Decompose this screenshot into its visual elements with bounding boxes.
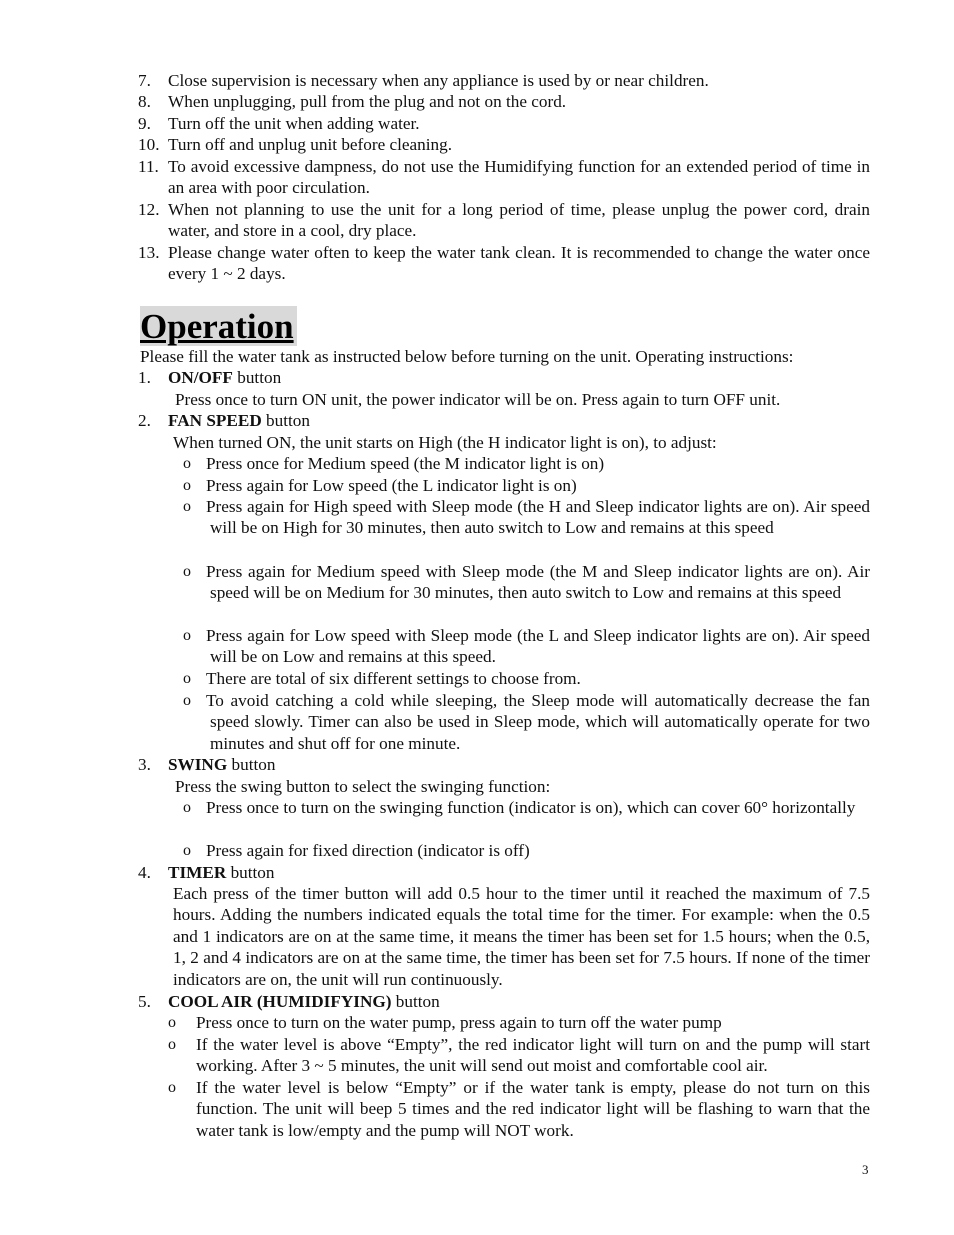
bullet-marker: o: [183, 627, 191, 644]
item-title-bold: SWING: [168, 755, 228, 774]
section-intro: Please fill the water tank as instructed below before turning on the unit. Operating instructions:: [140, 347, 794, 366]
bullet-text: To avoid catching a cold while sleeping, the Sleep mode will automatically decrease the fan speed slowly. Timer can also be used in Sleep mode, which will automatically operate for two minutes and shut off for one minute.: [206, 691, 870, 753]
item-body: When turned ON, the unit starts on High (the H indicator light is on), to adjust:: [173, 433, 717, 452]
bullet-marker: o: [183, 799, 191, 816]
list-number: 3.: [138, 755, 151, 774]
bullet-text: Press again for High speed with Sleep mode (the H and Sleep indicator lights are on). Air speed will be on High for 30 minutes, then auto switch to Low and remains at this speed: [206, 497, 870, 538]
list-number: 8.: [138, 92, 151, 111]
list-number: 10.: [138, 135, 160, 154]
bullet-text: If the water level is below “Empty” or if the water tank is empty, please do not turn on this function. The unit will beep 5 times and the red indicator light will be flashing to warn that the water tank is low/empty and the pump will NOT work.: [196, 1078, 870, 1140]
list-number: 13.: [138, 243, 160, 262]
bullet-marker: o: [183, 692, 191, 709]
bullet-text: Press again for fixed direction (indicator is off): [206, 841, 530, 860]
item-title-suffix: button: [391, 992, 440, 1011]
bullet-text: There are total of six different settings to choose from.: [206, 669, 581, 688]
bullet-text: Press again for Low speed (the L indicator light is on): [206, 476, 577, 495]
bullet-marker: o: [183, 498, 191, 515]
item-title: [168, 754, 870, 775]
list-number: 12.: [138, 200, 160, 219]
item-title: [168, 991, 870, 1012]
list-number: 9.: [138, 114, 151, 133]
list-item: To avoid excessive dampness, do not use the Humidifying function for an extended period of time in an area with poor circulation.: [168, 157, 870, 198]
bullet-marker: o: [183, 477, 191, 494]
list-number: 11.: [138, 157, 159, 176]
bullet-marker: o: [168, 1079, 176, 1096]
bullet-marker: o: [183, 455, 191, 472]
list-item: Close supervision is necessary when any appliance is used by or near children.: [168, 71, 709, 90]
list-item: When unplugging, pull from the plug and not on the cord.: [168, 92, 567, 111]
item-title-suffix: button: [261, 411, 310, 430]
list-number: 2.: [138, 411, 151, 430]
item-body: Press the swing button to select the swinging function:: [175, 777, 551, 796]
list-number: 4.: [138, 863, 151, 882]
bullet-marker: o: [183, 563, 191, 580]
bullet-text: Press again for Low speed with Sleep mode (the L and Sleep indicator lights are on). Air speed will be on Low and remains at this speed.: [206, 626, 870, 667]
list-item: Turn off and unplug unit before cleaning.: [168, 135, 453, 154]
list-number: 1.: [138, 368, 151, 387]
bullet-text: If the water level is above “Empty”, the red indicator light will turn on and the pump will start working. After 3 ~ 5 minutes, the unit will send out moist and comfortable cool air.: [196, 1035, 870, 1076]
page-number: 3: [862, 1162, 869, 1177]
list-number: 5.: [138, 992, 151, 1011]
item-title-suffix: button: [232, 368, 282, 387]
item-title-suffix: button: [226, 863, 275, 882]
section-heading: Operation: [140, 306, 297, 346]
bullet-text: Press once to turn on the water pump, press again to turn off the water pump: [196, 1013, 722, 1032]
bullet-marker: o: [168, 1014, 176, 1031]
list-number: 7.: [138, 71, 151, 90]
item-title: [168, 862, 870, 883]
list-item: Please change water often to keep the water tank clean. It is recommended to change the water once every 1 ~ 2 days.: [168, 243, 870, 284]
bullet-text: Press once to turn on the swinging function (indicator is on), which can cover 60° horizontally: [206, 798, 856, 817]
list-item: When not planning to use the unit for a long period of time, please unplug the power cord, drain water, and store in a cool, dry place.: [168, 200, 870, 241]
item-title-bold: FAN SPEED: [168, 411, 262, 430]
item-title: [168, 410, 870, 431]
item-title-suffix: button: [227, 755, 276, 774]
bullet-text: Press again for Medium speed with Sleep mode (the M and Sleep indicator lights are on). Air speed will be on Medium for 30 minutes, then auto switch to Low and remains at this speed: [206, 562, 870, 603]
bullet-marker: o: [183, 670, 191, 687]
list-item: Turn off the unit when adding water.: [168, 114, 420, 133]
item-title-bold: ON/OFF: [168, 368, 233, 387]
item-body: Press once to turn ON unit, the power indicator will be on. Press again to turn OFF unit.: [175, 390, 781, 409]
item-title: [168, 367, 870, 388]
item-title-bold: TIMER: [168, 863, 227, 882]
bullet-marker: o: [168, 1036, 176, 1053]
item-title-bold: COOL AIR (HUMIDIFYING): [168, 992, 392, 1011]
bullet-text: Press once for Medium speed (the M indicator light is on): [206, 454, 605, 473]
bullet-marker: o: [183, 842, 191, 859]
item-body: Each press of the timer button will add 0.5 hour to the timer until it reached the maximum of 7.5 hours. Adding the numbers indicated equals the total time for the timer. For example: when the 0.5 and 1 indicators are on at the same time, it means the timer has been set for 1.5 hours; when the 0.5, 1, 2 and 4 indicators are on at the same time, the timer has been set for 7.5 hours. If none of the timer indicators are on, the unit will run continuously.: [173, 884, 870, 989]
